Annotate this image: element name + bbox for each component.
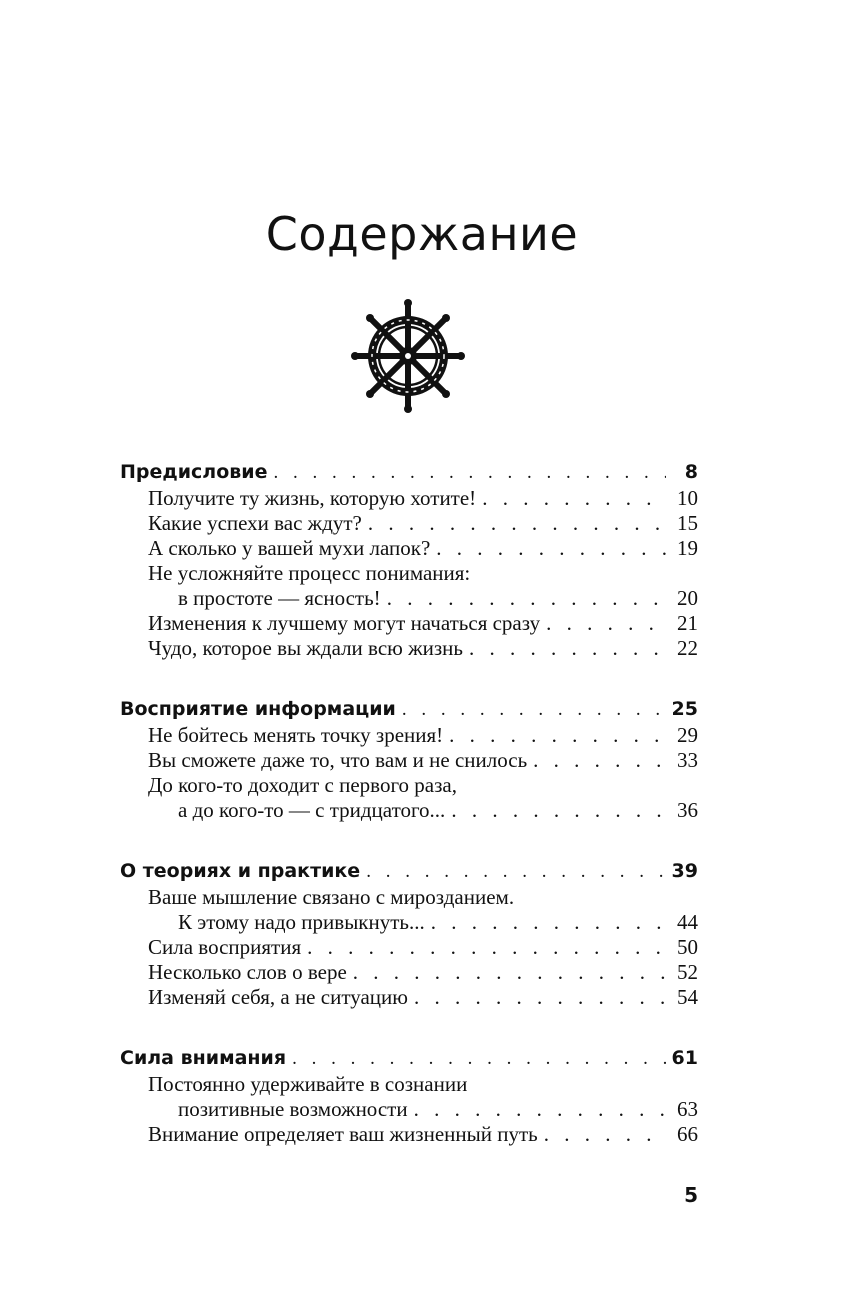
dot-leader	[449, 723, 666, 748]
subentry-page-number: 29	[677, 723, 698, 747]
subentry-title: Изменения к лучшему могут начаться сразу	[148, 611, 541, 635]
subentry-page-number: 19	[677, 536, 698, 560]
subentry-title: Сила восприятия	[148, 935, 302, 959]
dot-leader	[414, 1097, 666, 1122]
dot-leader	[469, 636, 666, 661]
dot-leader	[402, 696, 666, 724]
subentry-row	[120, 723, 698, 748]
subentry-page-number: 50	[677, 935, 698, 959]
subentry-row	[120, 611, 698, 636]
toc-subentry	[120, 511, 698, 536]
subentry-title: Изменяй себя, а не ситуацию	[148, 985, 408, 1009]
page-title: Содержание	[265, 207, 579, 261]
ship-wheel-icon	[350, 298, 466, 414]
subentry-row	[120, 511, 698, 536]
subentry-page-number: 33	[677, 748, 698, 772]
subentry-page-number: 10	[677, 486, 698, 510]
subentry-title: Какие успехи вас ждут?	[148, 511, 362, 535]
subentry-title: Вы сможете даже то, что вам и не снилось	[148, 748, 528, 772]
dot-leader	[368, 511, 666, 536]
dot-leader	[431, 910, 666, 935]
chapter-page-number: 61	[671, 1047, 698, 1069]
subentry-title-line: До кого-то доходит с первого раза,	[148, 773, 457, 797]
toc-subentry	[120, 748, 698, 773]
subentry-page-number: 36	[677, 798, 698, 822]
subentry-page-number: 52	[677, 960, 698, 984]
chapter-title: Восприятие информации	[120, 698, 396, 720]
subentry-row	[120, 536, 698, 561]
subentry-title: Внимание определяет ваш жизненный путь	[148, 1122, 538, 1146]
subentry-page-number: 66	[677, 1122, 698, 1146]
subentry-title-line: Не усложняйте процесс понимания:	[148, 561, 471, 585]
toc-chapter-entry	[120, 458, 698, 486]
toc-section	[120, 458, 698, 661]
dot-leader	[274, 459, 666, 487]
subentry-row	[120, 1097, 698, 1122]
toc-chapter-entry	[120, 857, 698, 885]
subentry-row	[120, 586, 698, 611]
dot-leader	[307, 935, 666, 960]
toc-subentry	[120, 611, 698, 636]
subentry-row	[120, 486, 698, 511]
subentry-title: позитивные возможности	[178, 1097, 408, 1121]
chapter-page-number: 39	[671, 860, 698, 882]
chapter-title: О теориях и практике	[120, 860, 361, 882]
subentry-row	[120, 636, 698, 661]
chapter-page-number: 8	[684, 461, 698, 483]
toc-subentry	[120, 1122, 698, 1147]
toc-subentry	[120, 636, 698, 661]
table-of-contents	[120, 458, 698, 1147]
subentry-row	[120, 798, 698, 823]
subentry-title: а до кого-то — с тридцатого...	[178, 798, 446, 822]
dot-leader	[414, 985, 666, 1010]
subentry-page-number: 44	[677, 910, 698, 934]
toc-subentry	[120, 1072, 698, 1122]
toc-chapter-entry	[120, 695, 698, 723]
toc-subentry	[120, 536, 698, 561]
subentry-title: в простоте — ясность!	[178, 586, 381, 610]
toc-subentry	[120, 773, 698, 823]
subentry-page-number: 22	[677, 636, 698, 660]
subentry-row	[120, 748, 698, 773]
toc-chapter-entry	[120, 1044, 698, 1072]
subentry-row	[120, 910, 698, 935]
chapter-page-number: 25	[671, 698, 698, 720]
dot-leader	[387, 586, 666, 611]
subentry-row	[120, 985, 698, 1010]
subentry-page-number: 15	[677, 511, 698, 535]
subentry-title: Получите ту жизнь, которую хотите!	[148, 486, 477, 510]
chapter-title: Сила внимания	[120, 1047, 287, 1069]
dot-leader	[544, 1122, 666, 1147]
subentry-row	[120, 1122, 698, 1147]
toc-section	[120, 1044, 698, 1147]
dot-leader	[546, 611, 666, 636]
subentry-row	[120, 935, 698, 960]
dot-leader	[353, 960, 666, 985]
dot-leader	[292, 1045, 665, 1073]
toc-section	[120, 695, 698, 823]
toc-section	[120, 857, 698, 1010]
toc-subentry	[120, 723, 698, 748]
toc-subentry	[120, 960, 698, 985]
subentry-page-number: 21	[677, 611, 698, 635]
dot-leader	[451, 798, 666, 823]
dot-leader	[436, 536, 666, 561]
dot-leader	[366, 858, 665, 886]
toc-subentry	[120, 885, 698, 935]
subentry-page-number: 54	[677, 985, 698, 1009]
subentry-title: Чудо, которое вы ждали всю жизнь	[148, 636, 463, 660]
subentry-title-line: Ваше мышление связано с мирозданием.	[148, 885, 515, 909]
toc-subentry	[120, 985, 698, 1010]
subentry-title: К этому надо привыкнуть...	[178, 910, 425, 934]
chapter-title: Предисловие	[120, 461, 268, 483]
toc-subentry	[120, 486, 698, 511]
dot-leader	[482, 486, 666, 511]
subentry-title: А сколько у вашей мухи лапок?	[148, 536, 431, 560]
dot-leader	[533, 748, 666, 773]
subentry-row	[120, 960, 698, 985]
subentry-page-number: 20	[677, 586, 698, 610]
toc-subentry	[120, 935, 698, 960]
subentry-page-number: 63	[677, 1097, 698, 1121]
page-number: 5	[684, 1183, 698, 1207]
toc-subentry	[120, 561, 698, 611]
subentry-title: Не бойтесь менять точку зрения!	[148, 723, 444, 747]
subentry-title: Несколько слов о вере	[148, 960, 347, 984]
subentry-title-line: Постоянно удерживайте в сознании	[148, 1072, 468, 1096]
